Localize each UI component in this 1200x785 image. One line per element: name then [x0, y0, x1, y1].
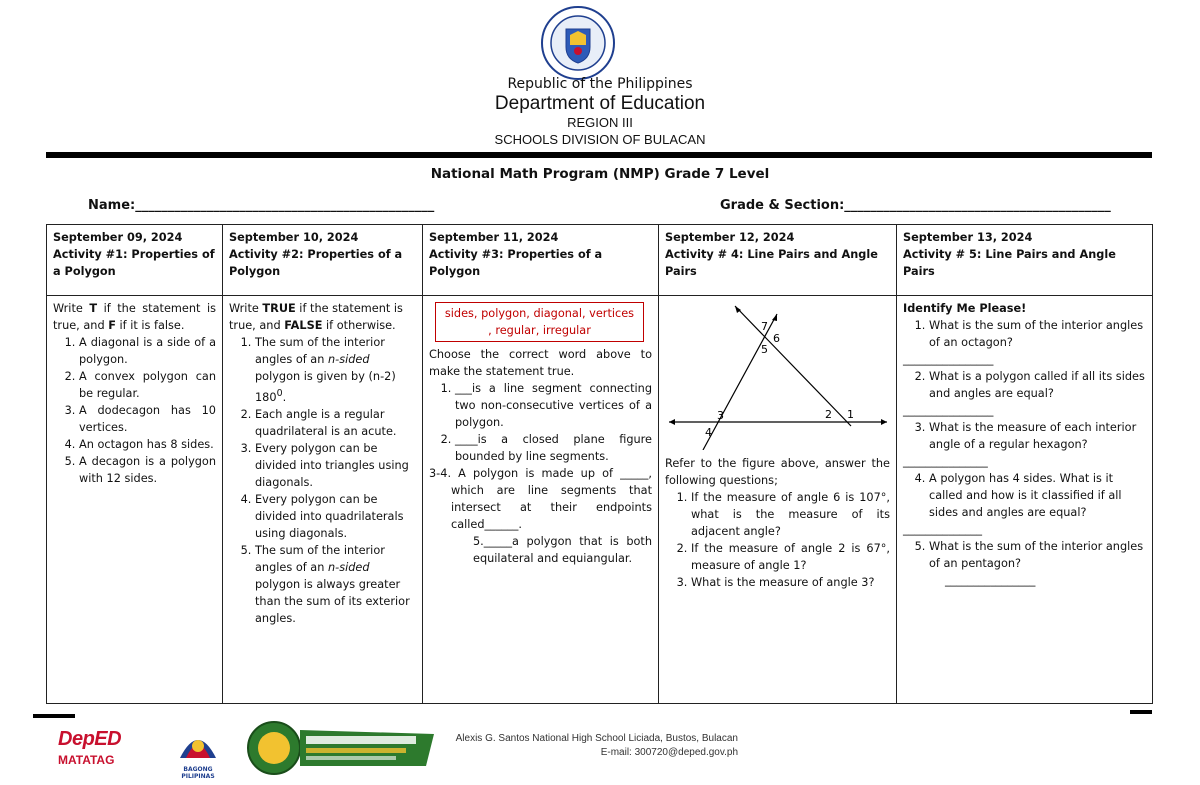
- header-divider: [46, 152, 1152, 158]
- republic-text: Republic of the Philippines: [507, 76, 693, 92]
- activity-5-list: [903, 470, 1146, 521]
- list-item: 4. A polygon has 4 sides. What is it called and how is it classified if all sides and angles are equal?: [929, 470, 1146, 521]
- footer-marker: [33, 714, 75, 718]
- activity-3-instruction: Choose the correct word above to make the statement true.: [429, 348, 652, 378]
- activity-5-list: [903, 419, 1146, 453]
- figure-label: 4: [705, 426, 712, 439]
- activity-1-list: [53, 334, 216, 487]
- deped-matatag-logo: DepED MATATAG: [58, 728, 122, 767]
- activity-3-list: [429, 380, 652, 465]
- activity-4-instruction: Refer to the figure above, answer the following questions;: [665, 457, 890, 487]
- bagong-pilipinas-logo: BAGONG PILIPINAS: [168, 722, 228, 780]
- column-header: September 11, 2024 Activity #3: Properties of a Polygon: [423, 225, 659, 296]
- list-item: 2. If the measure of angle 2 is 67°, measure of angle 1?: [691, 540, 890, 574]
- word-bank-box: sides, polygon, diagonal, vertices , regular, irregular: [435, 302, 644, 342]
- list-item: 3. What is the measure of each interior angle of a regular hexagon?: [929, 419, 1146, 453]
- activity-table: [46, 224, 1153, 704]
- list-item: 4. An octagon has 8 sides.: [79, 436, 216, 453]
- answer-blank: ________________: [903, 404, 994, 417]
- list-item: 3. A dodecagon has 10 vertices.: [79, 402, 216, 436]
- column-header: September 10, 2024 Activity #2: Properties of a Polygon: [223, 225, 423, 296]
- figure-label: 6: [773, 332, 780, 345]
- figure-label: 3: [717, 409, 724, 422]
- answer-blank: _______________: [903, 455, 988, 468]
- school-logo-icon: [246, 720, 436, 776]
- grade-section-field: Grade & Section:_________________________________________: [720, 198, 1111, 213]
- list-item: 5. What is the sum of the interior angles of an pentagon?: [929, 538, 1146, 572]
- activity-2-list: [229, 334, 416, 627]
- list-item: 1. The sum of the interior angles of an n-sided polygon is given by (n-2) $180^0$.: [255, 334, 416, 406]
- activity-5-cell: [897, 296, 1153, 704]
- activity-5-list: [903, 368, 1146, 402]
- activity-1-instruction: Write T if the statement is true, and F if it is false.: [53, 302, 216, 332]
- list-item: 4. Every polygon can be divided into quadrilaterals using diagonals.: [255, 491, 416, 542]
- left-line: [703, 314, 777, 450]
- list-item: 2. What is a polygon called if all its sides and angles are equal?: [929, 368, 1146, 402]
- activity-1-cell: [47, 296, 223, 704]
- column-header: September 09, 2024 Activity #1: Properties of a Polygon: [47, 225, 223, 296]
- name-field: Name:______________________________________________: [88, 198, 435, 213]
- activity-4-list: [665, 489, 890, 591]
- school-banner-logo: [246, 720, 436, 776]
- activity-5-list: [903, 317, 1146, 351]
- figure-label: 2: [825, 408, 832, 421]
- arrowhead: [881, 419, 887, 425]
- activity-2-cell: [223, 296, 423, 704]
- school-address: Alexis G. Santos National High School Liciada, Bustos, Bulacan: [455, 733, 738, 744]
- list-item: 2. A convex polygon can be regular.: [79, 368, 216, 402]
- list-item: 3-4. A polygon is made up of _____, which are line segments that intersect at their endpoints called______.: [429, 467, 652, 531]
- column-header: September 13, 2024 Activity # 5: Line Pairs and Angle Pairs: [897, 225, 1153, 296]
- list-item: 1. If the measure of angle 6 is 107°, what is the measure of its adjacent angle?: [691, 489, 890, 540]
- list-item: 2. Each angle is a regular quadrilateral is an acute.: [255, 406, 416, 440]
- answer-blank: ______________: [903, 523, 983, 536]
- table-body-row: [47, 296, 1153, 704]
- school-email: E-mail: 300720@deped.gov.ph: [600, 747, 738, 758]
- deped-seal-icon: [540, 5, 616, 81]
- activity-3-cell: [423, 296, 659, 704]
- list-item: 5._____a polygon that is both equilateral and equiangular.: [473, 535, 652, 565]
- right-line: [735, 306, 851, 426]
- program-title: National Math Program (NMP) Grade 7 Level: [430, 166, 770, 182]
- activity-4-cell: [659, 296, 897, 704]
- division-text: SCHOOLS DIVISION OF BULACAN: [494, 132, 706, 147]
- list-item: 1. A diagonal is a side of a polygon.: [79, 334, 216, 368]
- list-item: 5. A decagon is a polygon with 12 sides.: [79, 453, 216, 487]
- region-text: REGION III: [567, 115, 633, 130]
- figure-label: 1: [847, 408, 854, 421]
- list-item: 2. ____is a closed plane figure bounded by line segments.: [455, 431, 652, 465]
- activity-2-instruction: Write TRUE if the statement is true, and FALSE if otherwise.: [229, 302, 403, 332]
- column-header: September 12, 2024 Activity # 4: Line Pairs and Angle Pairs: [659, 225, 897, 296]
- table-header-row: [47, 225, 1153, 296]
- department-title: Department of Education: [494, 93, 706, 114]
- list-item: 3. Every polygon can be divided into triangles using diagonals.: [255, 440, 416, 491]
- arrowhead: [669, 419, 675, 425]
- answer-blank: ________________: [903, 353, 994, 366]
- activity-5-list: [903, 538, 1146, 572]
- answer-blank: ________________: [945, 574, 1036, 587]
- bagong-pilipinas-icon: [176, 722, 220, 762]
- list-item: 5. The sum of the interior angles of an n-sided polygon is always greater than the sum of its exterior angles.: [255, 542, 416, 627]
- list-item: 1. What is the sum of the interior angles of an octagon?: [929, 317, 1146, 351]
- activity-5-title: Identify Me Please!: [903, 302, 1027, 315]
- line-angle-figure: [665, 300, 889, 450]
- list-item: 1. ___is a line segment connecting two non-consecutive vertices of a polygon.: [455, 380, 652, 431]
- list-item: 3. What is the measure of angle 3?: [691, 574, 890, 591]
- figure-label: 7: [761, 320, 768, 333]
- figure-label: 5: [761, 343, 768, 356]
- arrowhead: [772, 314, 777, 321]
- footer-marker: [1130, 710, 1152, 714]
